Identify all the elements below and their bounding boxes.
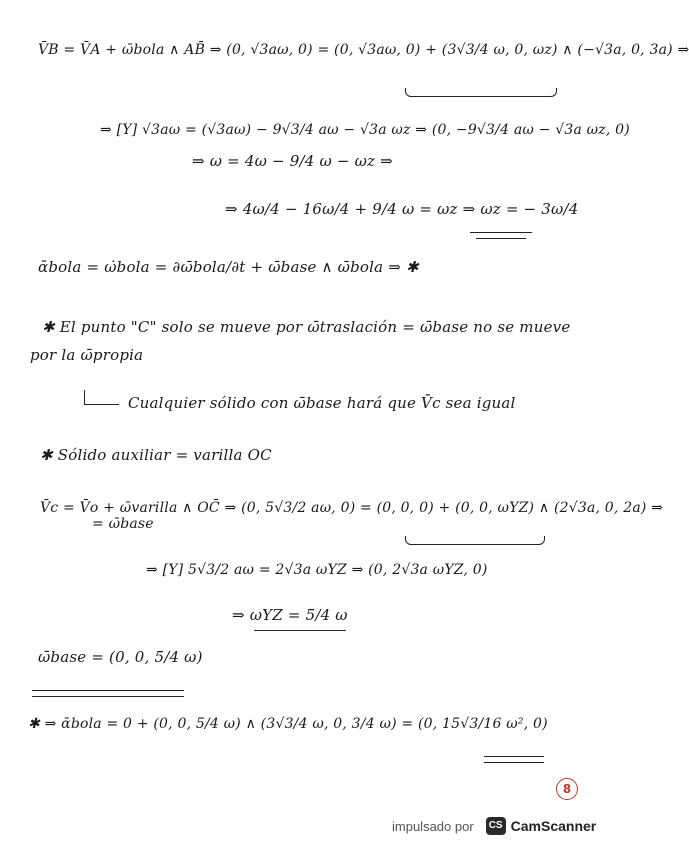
omega-base-vector: ω̄base = (0, 0, 5/4 ω) <box>38 648 203 666</box>
y-component-vc: ⇒ [Y] 5√3/2 aω = 2√3a ωYZ ⇒ (0, 2√3a ωYZ, 0) <box>146 562 488 578</box>
arrow-icon <box>84 390 119 405</box>
y-component-equation: ⇒ [Y] √3aω = (√3aω) − 9√3/4 aω − √3a ωz ⇒ (0, −9√3/4 aω − √3a ωz, 0) <box>100 122 630 138</box>
underbrace <box>405 536 545 545</box>
result-underline <box>470 232 532 233</box>
angular-acceleration-result: ✱ ⇒ ᾱbola = 0 + (0, 0, 5/4 ω) ∧ (3√3/4 ω, 0, 3/4 ω) = (0, 15√3/16 ω², 0) <box>28 716 548 732</box>
auxiliary-solid-note: ✱ Sólido auxiliar = varilla OC <box>40 446 272 464</box>
velocity-vc-equation: V̄c = V̄o + ω̄varilla ∧ OC̄ ⇒ (0, 5√3/2 aω, 0) = (0, 0, 0) + (0, 0, ωYZ) ∧ (2√3a, 0, 2a) ⇒ <box>40 500 664 516</box>
camscanner-footer <box>392 814 596 838</box>
angular-acceleration-definition: ᾱbola = ω̇bola = ∂ω̄bola/∂t + ω̄base ∧ ω̄bola ⇒ ✱ <box>38 258 419 276</box>
note-any-solid: Cualquier sólido con ω̄base hará que V̄c sea igual <box>128 394 516 412</box>
camscanner-brand: CamScanner <box>510 818 597 834</box>
note-point-c-cont: por la ω̄propia <box>30 346 144 364</box>
powered-by-label: impulsado por <box>392 818 474 834</box>
omega-base-equivalence: = ω̄base <box>92 516 154 532</box>
result-underline <box>476 238 526 239</box>
note-point-c: ✱ El punto "C" solo se mueve por ω̄traslación = ω̄base no se mueve <box>42 318 571 336</box>
omega-yz-result: ⇒ ωYZ = 5/4 ω <box>232 606 348 624</box>
underbrace <box>405 88 557 97</box>
camscanner-logo-icon: CS <box>486 817 506 835</box>
result-underline <box>254 630 346 631</box>
result-underline <box>484 756 544 757</box>
result-underline <box>32 690 184 691</box>
omega-z-result: ⇒ 4ω/4 − 16ω/4 + 9/4 ω = ωz ⇒ ωz = − 3ω/4 <box>225 200 579 218</box>
omega-z-step-1: ⇒ ω = 4ω − 9/4 ω − ωz ⇒ <box>192 152 393 170</box>
result-underline <box>32 696 184 697</box>
result-underline <box>484 762 544 763</box>
velocity-vb-equation: V̄B = V̄A + ω̄bola ∧ AB̄ ⇒ (0, √3aω, 0) = (0, √3aω, 0) + (3√3/4 ω, 0, ωz) ∧ (−√3a, 0, 3a) ⇒ <box>38 42 689 58</box>
page-number-badge: 8 <box>556 778 578 800</box>
